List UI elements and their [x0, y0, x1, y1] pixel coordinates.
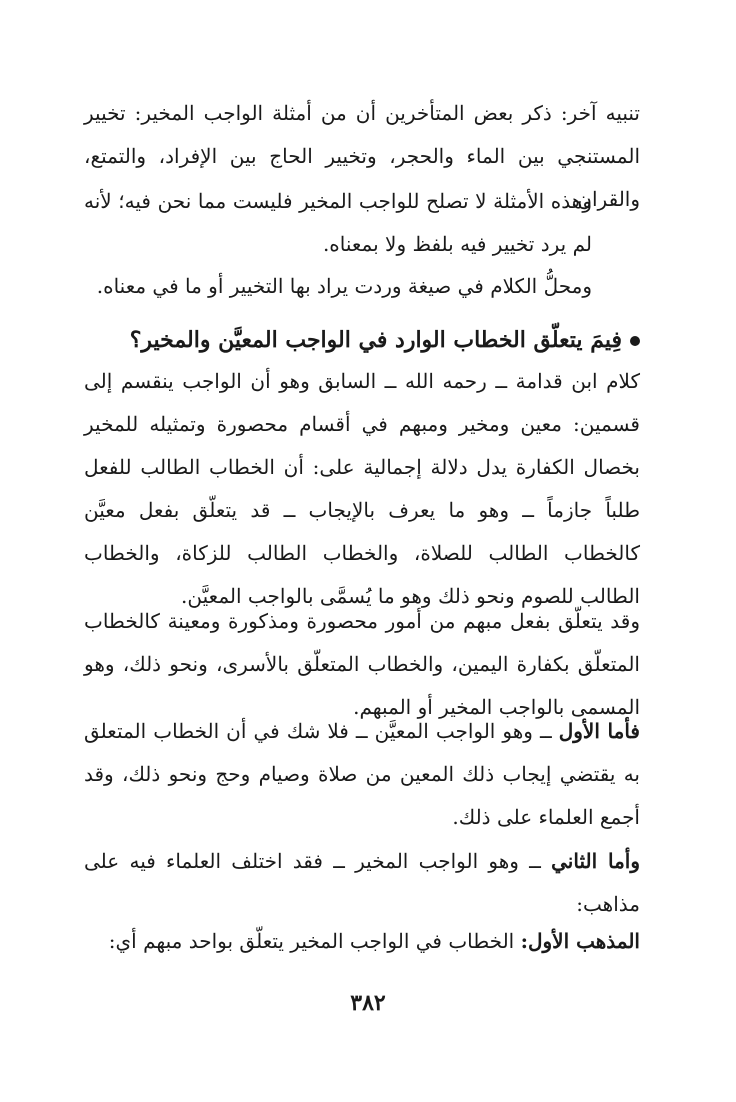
paragraph-first-madhhab [84, 920, 640, 963]
paragraph-second-lead: وأما الثاني [551, 849, 641, 873]
paragraph-first-lead: فأما الأول [558, 719, 640, 743]
paragraph-first-body: ــ وهو الواجب المعيَّن ــ فلا شك في أن الخطاب المتعلق به يقتضي إيجاب ذلك المعين من صلاة وصيام وحج ونحو ذلك، وقد أجمع العلماء على ذلك. [84, 719, 640, 829]
paragraph-second [84, 840, 640, 926]
paragraph-first-madhhab-lead: المذهب الأول: [520, 929, 640, 953]
paragraph-scope: ومحلُّ الكلام في صيغة وردت يراد بها التخيير أو ما في معناه. [96, 274, 592, 298]
paragraph-first [84, 710, 640, 839]
section-heading [84, 318, 640, 362]
paragraph-examples-invalid: وهذه الأمثلة لا تصلح للواجب المخير فليست مما نحن فيه؛ لأنه لم يرد تخيير فيه بلفظ ولا بمعناه. [84, 189, 592, 256]
paragraph-ibn-qudama: كلام ابن قدامة ــ رحمه الله ــ السابق وهو أن الواجب ينقسم إلى قسمين: معين ومخير ومبهم في أقسام محصورة وتمثيله للمخير بخصال الكفارة يدل دلالة إجمالية على: أن الخطاب الطالب للفعل طلباً جازماً ــ وهو ما يعرف بالإيجاب ــ قد يتعلّق بفعل معيَّن كالخطاب الطالب للصلاة، والخطاب الطالب للزكاة، والخطاب الطالب للصوم ونحو ذلك وهو ما يُسمَّى بالواجب المعيَّن. [84, 369, 640, 608]
section-heading-text: فِيمَ يتعلّق الخطاب الوارد في الواجب المعيَّن والمخير؟ [129, 327, 622, 353]
paragraph-second-body: ــ وهو الواجب المخير ــ فقد اختلف العلماء فيه على مذاهب: [84, 849, 640, 916]
paragraph-note: تنبيه آخر: ذكر بعض المتأخرين أن من أمثلة الواجب المخير: تخيير المستنجي بين الماء والحجر، وتخيير الحاج بين الإفراد، والتمتع، والقران. [84, 101, 640, 211]
paragraph-first-madhhab-body: الخطاب في الواجب المخير يتعلّق بواحد مبهم أي: [108, 929, 521, 953]
paragraph-mukhayyar: وقد يتعلّق بفعل مبهم من أمور محصورة ومذكورة ومعينة كالخطاب المتعلّق بكفارة اليمين، والخطاب المتعلّق بالأسرى، ونحو ذلك، وهو المسمى بالواجب المخير أو المبهم. [84, 609, 640, 719]
page-number: ٣٨٢ [350, 990, 386, 1016]
bullet-icon [630, 336, 640, 346]
